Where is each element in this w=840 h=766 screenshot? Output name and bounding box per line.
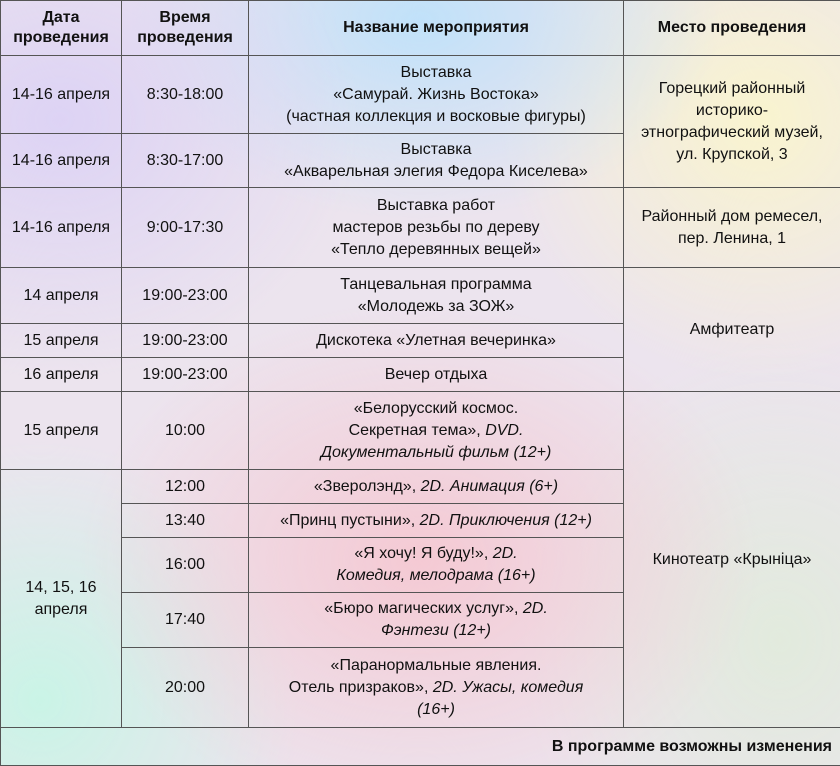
header-place: Место проведения [624, 1, 840, 56]
event-cell: Вечер отдыха [249, 358, 624, 392]
event-line: Выставка работ [253, 195, 619, 217]
place-line: Районный дом ремесел, [628, 206, 836, 228]
date-cell: 14, 15, 16 апреля [1, 470, 122, 728]
event-genre: 2D. Приключения (12+) [420, 512, 592, 529]
event-line: Выставка [253, 62, 619, 84]
event-line: «Акварельная элегия Федора Киселева» [253, 161, 619, 183]
table-row [1, 268, 840, 324]
event-genre: Документальный фильм (12+) [321, 444, 552, 461]
event-title: «Принц пустыни», [280, 512, 420, 529]
header-row [1, 1, 840, 56]
time-cell: 20:00 [122, 648, 249, 728]
event-cell [249, 56, 624, 134]
footer-row [1, 728, 840, 766]
place-line: пер. Ленина, 1 [628, 228, 836, 250]
event-genre: Комедия, мелодрама (16+) [336, 567, 535, 584]
header-name: Название мероприятия [249, 1, 624, 56]
date-cell: 15 апреля [1, 392, 122, 470]
event-cell [249, 504, 624, 538]
event-line [253, 420, 619, 442]
event-cell: Дискотека «Улетная вечеринка» [249, 324, 624, 358]
event-cell [249, 134, 624, 188]
table-row [1, 188, 840, 268]
event-cell [249, 188, 624, 268]
footer-note: В программе возможны изменения [1, 728, 840, 766]
event-genre: 2D. Ужасы, комедия [433, 679, 583, 696]
event-line [253, 565, 619, 587]
place-cell [624, 188, 840, 268]
time-cell: 12:00 [122, 470, 249, 504]
event-cell [249, 593, 624, 648]
event-line [253, 543, 619, 565]
event-title: Секретная тема», [349, 422, 486, 439]
event-line [253, 598, 619, 620]
header-date: Дата проведения [1, 1, 122, 56]
event-format: 2D. [523, 600, 548, 617]
date-cell: 15 апреля [1, 324, 122, 358]
place-line: ул. Крупской, 3 [628, 144, 836, 166]
date-cell: 14-16 апреля [1, 56, 122, 134]
place-cell: Кинотеатр «Крыніца» [624, 392, 840, 728]
event-line: (частная коллекция и восковые фигуры) [253, 106, 619, 128]
event-cell [249, 648, 624, 728]
event-line: мастеров резьбы по дереву [253, 217, 619, 239]
event-line: Танцевальная программа [253, 274, 619, 296]
event-title: «Зверолэнд», [314, 478, 421, 495]
event-title: Отель призраков», [289, 679, 433, 696]
event-title: «Бюро магических услуг», [324, 600, 523, 617]
event-line: «Самурай. Жизнь Востока» [253, 84, 619, 106]
event-line: «Белорусский космос. [253, 398, 619, 420]
event-format: 2D. [493, 545, 518, 562]
event-line: Выставка [253, 139, 619, 161]
event-line: «Тепло деревянных вещей» [253, 239, 619, 261]
event-cell [249, 392, 624, 470]
date-cell: 14-16 апреля [1, 188, 122, 268]
event-format: DVD. [485, 422, 523, 439]
time-cell: 10:00 [122, 392, 249, 470]
event-cell [249, 538, 624, 593]
time-cell: 16:00 [122, 538, 249, 593]
place-line: этнографический музей, [628, 122, 836, 144]
time-cell: 17:40 [122, 593, 249, 648]
event-title: «Я хочу! Я буду!», [354, 545, 492, 562]
event-line: «Молодежь за ЗОЖ» [253, 296, 619, 318]
header-time: Время проведения [122, 1, 249, 56]
place-cell: Амфитеатр [624, 268, 840, 392]
time-cell: 19:00-23:00 [122, 324, 249, 358]
event-genre: 2D. Анимация (6+) [421, 478, 559, 495]
event-rating: (16+) [417, 701, 455, 718]
time-cell: 13:40 [122, 504, 249, 538]
event-line: «Паранормальные явления. [253, 655, 619, 677]
date-cell: 16 апреля [1, 358, 122, 392]
event-line [253, 620, 619, 642]
event-line [253, 442, 619, 464]
place-line: историко- [628, 100, 836, 122]
date-cell: 14-16 апреля [1, 134, 122, 188]
event-line [253, 699, 619, 721]
time-cell: 8:30-18:00 [122, 56, 249, 134]
time-cell: 19:00-23:00 [122, 268, 249, 324]
place-line: Горецкий районный [628, 78, 836, 100]
time-cell: 9:00-17:30 [122, 188, 249, 268]
place-cell [624, 56, 840, 188]
event-cell [249, 470, 624, 504]
event-line [253, 677, 619, 699]
event-cell [249, 268, 624, 324]
table-row [1, 56, 840, 134]
date-cell: 14 апреля [1, 268, 122, 324]
time-cell: 19:00-23:00 [122, 358, 249, 392]
table-row [1, 392, 840, 470]
event-genre: Фэнтези (12+) [381, 622, 491, 639]
time-cell: 8:30-17:00 [122, 134, 249, 188]
